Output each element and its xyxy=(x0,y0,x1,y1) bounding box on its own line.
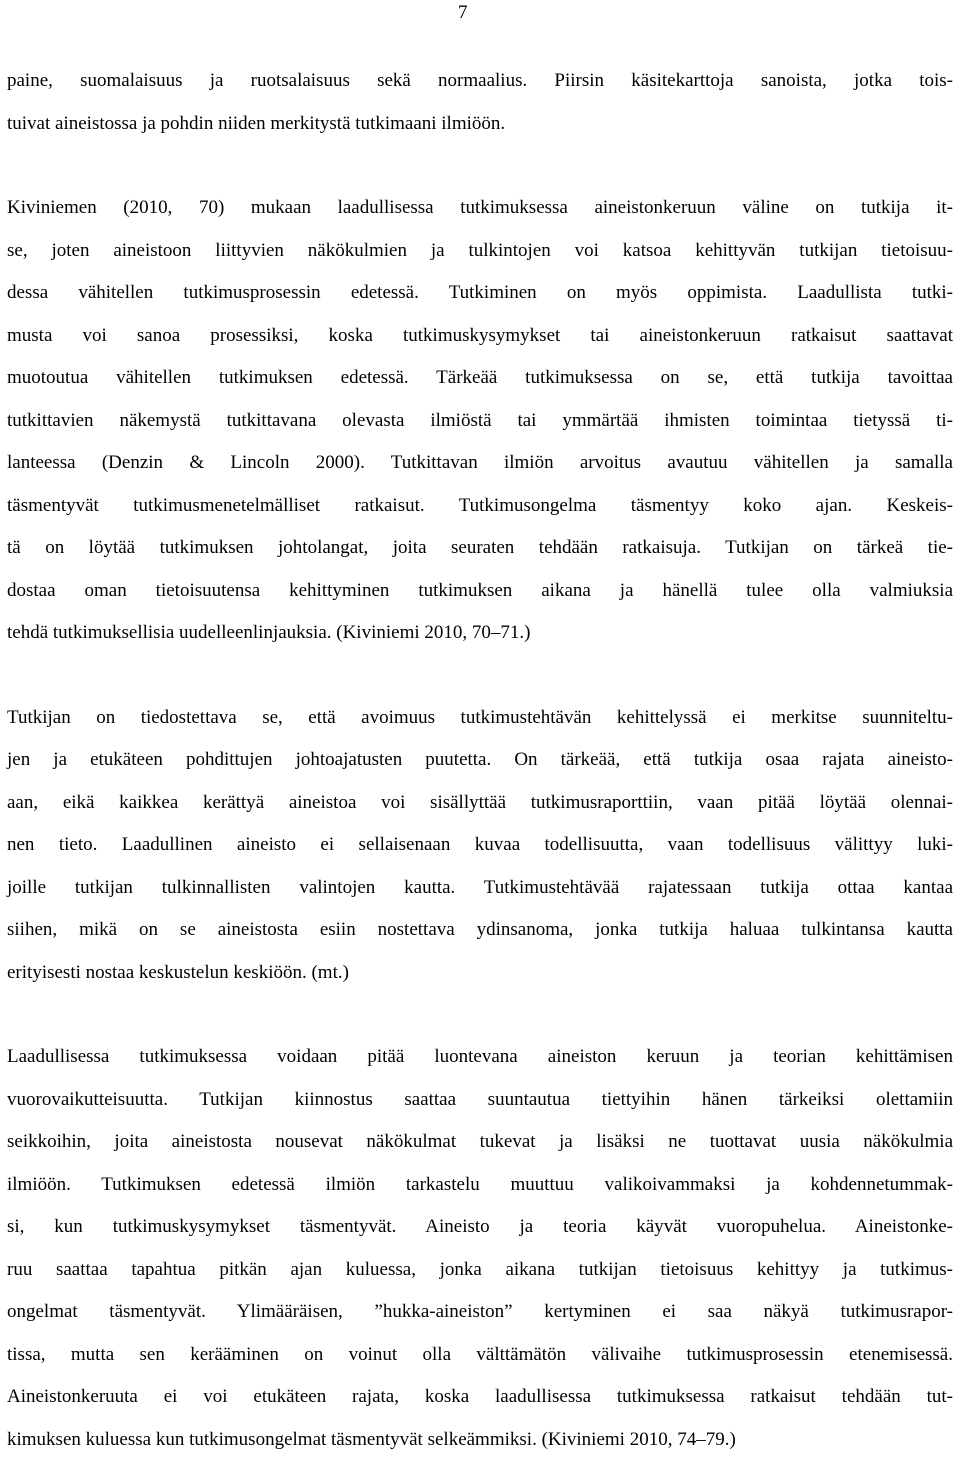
paragraph-4 xyxy=(7,1036,953,1461)
paragraph-1 xyxy=(7,60,953,145)
text-line: si, kun tutkimuskysymykset täsmentyvät. Aineisto ja teoria käyvät vuoropuhelua. Aineistonke- xyxy=(7,1206,953,1249)
text-line: aan, eikä kaikkea kerättyä aineistoa voi sisällyttää tutkimusraporttiin, vaan pitää löytää olennai- xyxy=(7,782,953,825)
text-line: erityisesti nostaa keskustelun keskiöön. (mt.) xyxy=(7,952,953,995)
text-line: Aineistonkeruuta ei voi etukäteen rajata, koska laadullisessa tutkimuksessa ratkaisut tehdään tut- xyxy=(7,1376,953,1419)
text-line: tutkittavien näkemystä tutkittavana olevasta ilmiöstä tai ymmärtää ihmisten toimintaa tietyssä ti- xyxy=(7,400,953,443)
text-line: ilmiöön. Tutkimuksen edetessä ilmiön tarkastelu muuttuu valikoivammaksi ja kohdennetummak- xyxy=(7,1164,953,1207)
text-line: lanteessa (Denzin & Lincoln 2000). Tutkittavan ilmiön arvoitus avautuu vähitellen ja samalla xyxy=(7,442,953,485)
text-line: ongelmat täsmentyvät. Ylimääräisen, ”hukka-aineiston” kertyminen ei saa näkyä tutkimusrapor- xyxy=(7,1291,953,1334)
text-line: vuorovaikutteisuutta. Tutkijan kiinnostus saattaa suuntautua tiettyihin hänen tärkeiksi olettamiin xyxy=(7,1079,953,1122)
text-line: Laadullisessa tutkimuksessa voidaan pitää luontevana aineiston keruun ja teorian kehittämisen xyxy=(7,1036,953,1079)
text-line: dostaa oman tietoisuutensa kehittyminen tutkimuksen aikana ja hänellä tulee olla valmiuksia xyxy=(7,570,953,613)
paragraph-3 xyxy=(7,697,953,995)
text-line: paine, suomalaisuus ja ruotsalaisuus sekä normaalius. Piirsin käsitekarttoja sanoista, jotka tois- xyxy=(7,60,953,103)
text-line: tä on löytää tutkimuksen johtolangat, joita seuraten tehdään ratkaisuja. Tutkijan on tärkeä tie- xyxy=(7,527,953,570)
text-line: joille tutkijan tulkinnallisten valintojen kautta. Tutkimustehtävää rajatessaan tutkija ottaa kantaa xyxy=(7,867,953,910)
text-line: se, joten aineistoon liittyvien näkökulmien ja tulkintojen voi katsoa kehittyvän tutkijan tietoisuu- xyxy=(7,230,953,273)
text-line: ruu saattaa tapahtua pitkän ajan kuluessa, jonka aikana tutkijan tietoisuus kehittyy ja tutkimus- xyxy=(7,1249,953,1292)
text-line: jen ja etukäteen pohdittujen johtoajatusten puutetta. On tärkeää, että tutkija osaa rajata aineisto- xyxy=(7,739,953,782)
text-line: muotoutua vähitellen tutkimuksen edetessä. Tärkeää tutkimuksessa on se, että tutkija tavoittaa xyxy=(7,357,953,400)
text-line: täsmentyvät tutkimusmenetelmälliset ratkaisut. Tutkimusongelma täsmentyy koko ajan. Keskeis- xyxy=(7,485,953,528)
body-text xyxy=(7,60,953,1461)
text-line: nen tieto. Laadullinen aineisto ei sellaisenaan kuvaa todellisuutta, vaan todellisuus välittyy luki- xyxy=(7,824,953,867)
text-line: kimuksen kuluessa kun tutkimusongelmat täsmentyvät selkeämmiksi. (Kiviniemi 2010, 74–79.) xyxy=(7,1419,953,1461)
text-line: tissa, mutta sen kerääminen on voinut olla välttämätön välivaihe tutkimusprosessin etenemisessä. xyxy=(7,1334,953,1377)
text-line: seikkoihin, joita aineistosta nousevat näkökulmat tukevat ja lisäksi ne tuottavat uusia näkökulmia xyxy=(7,1121,953,1164)
text-line: tuivat aineistossa ja pohdin niiden merkitystä tutkimaani ilmiöön. xyxy=(7,103,953,146)
text-line: tehdä tutkimuksellisia uudelleenlinjauksia. (Kiviniemi 2010, 70–71.) xyxy=(7,612,953,655)
text-line: dessa vähitellen tutkimusprosessin edetessä. Tutkiminen on myös oppimista. Laadullista tutki- xyxy=(7,272,953,315)
text-line: Tutkijan on tiedostettava se, että avoimuus tutkimustehtävän kehittelyssä ei merkitse suunniteltu- xyxy=(7,697,953,740)
text-line: siihen, mikä on se aineistosta esiin nostettava ydinsanoma, jonka tutkija haluaa tulkintansa kautta xyxy=(7,909,953,952)
text-line: musta voi sanoa prosessiksi, koska tutkimuskysymykset tai aineistonkeruun ratkaisut saattavat xyxy=(7,315,953,358)
text-line: Kiviniemen (2010, 70) mukaan laadullisessa tutkimuksessa aineistonkeruun väline on tutkija it- xyxy=(7,187,953,230)
paragraph-2 xyxy=(7,187,953,655)
page-number: 7 xyxy=(458,2,468,24)
